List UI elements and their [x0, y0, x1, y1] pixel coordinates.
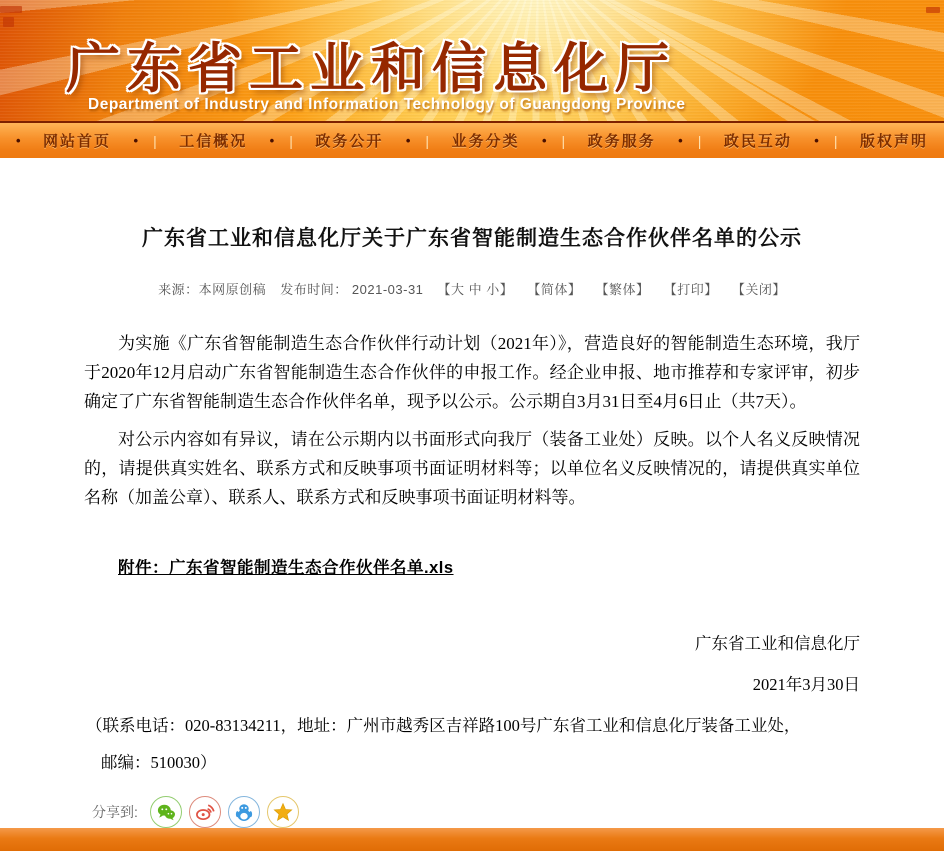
attachment-row	[84, 554, 860, 578]
nav-item-home[interactable]: 网站首页	[43, 133, 112, 150]
article-meta	[84, 279, 860, 298]
site-title: 广东省工业和信息化厅	[66, 39, 676, 99]
signature-date: 2021年3月30日	[752, 675, 860, 694]
share-label: 分享到:	[92, 804, 138, 820]
main-nav	[0, 121, 944, 158]
nav-separator: • |	[541, 132, 566, 149]
corner-decoration	[0, 6, 22, 13]
nav-item-public-interaction[interactable]: 政民互动	[723, 133, 792, 150]
meta-source: 来源：本网原创稿	[158, 282, 267, 297]
contact-info-line2: 邮编：510030）	[101, 753, 217, 772]
share-row	[92, 796, 860, 828]
nav-item-business-categories[interactable]: 业务分类	[451, 133, 520, 150]
close-button[interactable]: 【关闭】	[731, 282, 786, 297]
nav-separator: • |	[405, 132, 430, 149]
font-size-control[interactable]: 【大 中 小】	[437, 282, 514, 297]
simplified-chinese-button[interactable]: 【简体】	[527, 282, 582, 297]
nav-separator: • |	[814, 132, 838, 149]
nav-item-copyright[interactable]: 版权声明	[859, 133, 928, 150]
paragraph-2: 对公示内容如有异议，请在公示期内以书面形式向我厅（装备工业处）反映。以个人名义反映情况的，请提供真实姓名、联系方式和反映事项书面证明材料等；以单位名义反映情况的，请提供真实单位名称（加盖公章）、联系人、联系方式和反映事项书面证明材料等。	[84, 430, 860, 507]
nav-separator: • |	[269, 132, 293, 149]
print-button[interactable]: 【打印】	[663, 282, 718, 297]
site-subtitle-english: Department of Industry and Information Technology of Guangdong Province	[88, 96, 686, 113]
star-icon	[273, 802, 293, 822]
nav-item-gov-services[interactable]: 政务服务	[587, 133, 656, 150]
nav-item-gov-affairs[interactable]: 政务公开	[315, 133, 384, 150]
wechat-icon	[156, 802, 176, 822]
weibo-icon	[195, 802, 215, 822]
nav-separator: • |	[678, 132, 702, 149]
nav-bullet: •	[16, 133, 21, 148]
traditional-chinese-button[interactable]: 【繁体】	[595, 282, 650, 297]
nav-separator: • |	[133, 132, 157, 149]
meta-publish-time: 发布时间： 2021-03-31	[280, 282, 424, 297]
share-qq-button[interactable]	[228, 796, 260, 828]
article-title: 广东省工业和信息化厅关于广东省智能制造生态合作伙伴名单的公示	[142, 227, 802, 250]
corner-decoration	[926, 7, 940, 13]
attachment-link[interactable]: 附件：广东省智能制造生态合作伙伴名单.xls	[118, 559, 454, 577]
site-banner	[0, 0, 944, 121]
article-content	[0, 158, 944, 828]
corner-decoration	[3, 17, 14, 27]
signature-department: 广东省工业和信息化厅	[695, 634, 860, 653]
qq-icon	[234, 802, 254, 822]
share-wechat-button[interactable]	[150, 796, 182, 828]
share-weibo-button[interactable]	[189, 796, 221, 828]
share-qzone-button[interactable]	[267, 796, 299, 828]
nav-item-overview[interactable]: 工信概况	[179, 133, 248, 150]
contact-info-line1: （联系电话：020-83134211，地址：广州市越秀区吉祥路100号广东省工业和信息化厅装备工业处，	[86, 716, 801, 735]
paragraph-1: 为实施《广东省智能制造生态合作伙伴行动计划（2021年）》，营造良好的智能制造生态环境，我厅于2020年12月启动广东省智能制造生态合作伙伴的申报工作。经企业申报、地市推荐和专家评审，初步确定了广东省智能制造生态合作伙伴名单，现予以公示。公示期自3月31日至4月6日止（共7天）。	[84, 334, 860, 411]
footer-bar	[0, 828, 944, 851]
